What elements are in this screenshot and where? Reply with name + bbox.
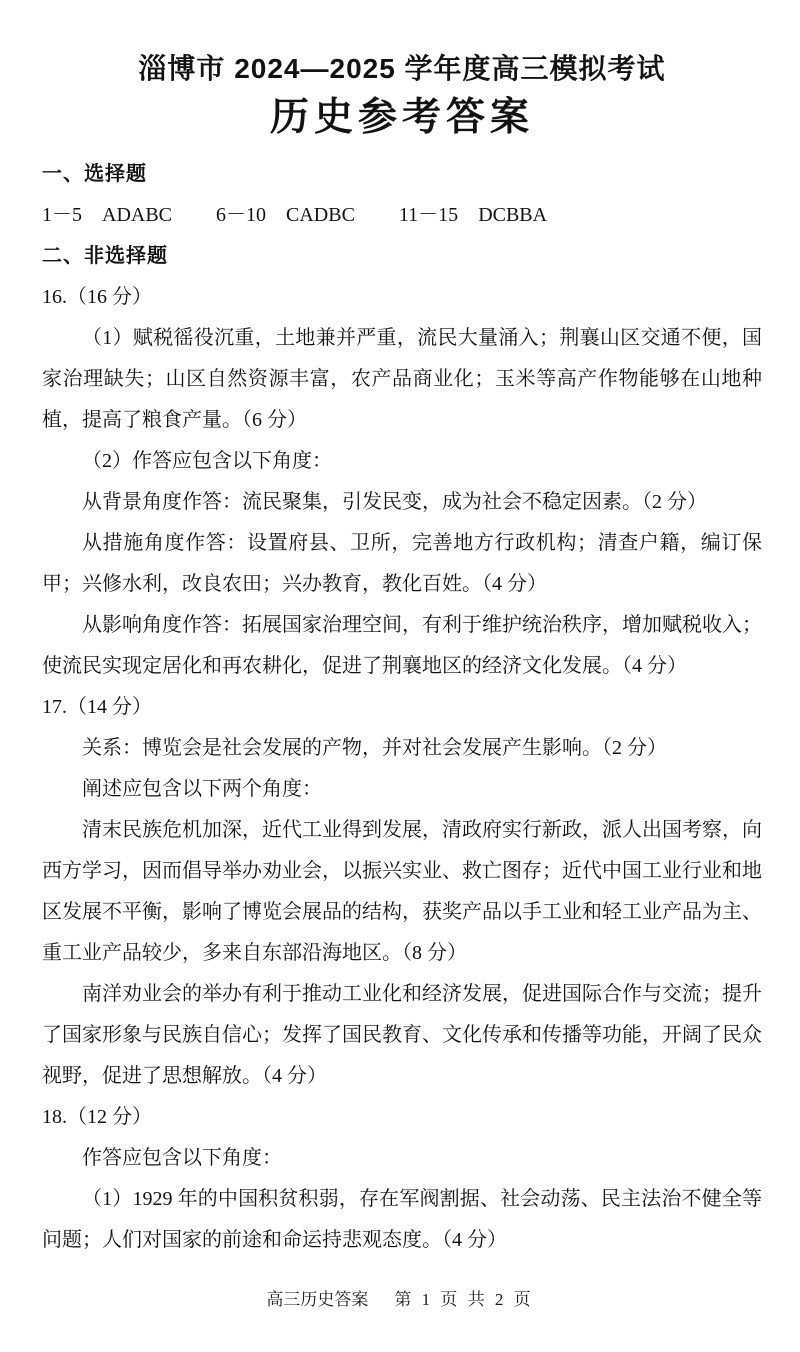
mcq-group-11-15 [399,195,547,236]
mcq-letters: DCBBA [478,204,548,226]
subject-title: 历史参考答案 [269,96,534,139]
question-18-number: 18.（12 分） [42,1106,152,1128]
section-heading-choice: 一、选择题 [42,163,147,185]
mcq-letters: CADBC [286,204,355,226]
question-17-number: 17.（14 分） [42,696,152,718]
section-heading-non-choice: 二、非选择题 [42,245,168,267]
question-16-paragraph: （2）作答应包含以下角度： [82,450,332,472]
question-16 [42,277,762,687]
question-17-paragraph: 关系：博览会是社会发展的产物，并对社会发展产生影响。（2 分） [82,737,667,759]
question-17-paragraph: 清末民族危机加深，近代工业得到发展，清政府实行新政，派人出国考察，向西方学习，因而倡导举办劝业会，以振兴实业、救亡图存；近代中国工业行业和地区发展不平衡，影响了博览会展品的结构，获奖产品以手工业和轻工业产品为主、重工业产品较少，多来自东部沿海地区。（8 分） [42,819,762,964]
mcq-range: 11－15 [398,204,459,226]
footer-doc-label: 高三历史答案 [266,1290,369,1309]
mcq-letters: ADABC [102,204,173,226]
exam-title: 淄博市 2024—2025 学年度高三模拟考试 [138,53,666,84]
question-18 [42,1097,762,1261]
question-18-paragraph: （1）1929 年的中国积贫积弱，存在军阀割据、社会动荡、民主法治不健全等问题；人们对国家的前途和命运持悲观态度。（4 分） [42,1188,762,1251]
mcq-group-1-5 [42,195,172,236]
mcq-range: 6－10 [216,204,267,226]
question-17-paragraph: 阐述应包含以下两个角度： [82,778,322,800]
question-16-number: 16.（16 分） [42,286,152,308]
question-16-paragraph: （1）赋税徭役沉重，土地兼并严重，流民大量涌入；荆襄山区交通不便，国家治理缺失；山区自然资源丰富，农产品商业化；玉米等高产作物能够在山地种植，提高了粮食产量。（6 分） [42,327,762,431]
mcq-group-6-10 [216,195,355,236]
footer-page-label: 第 1 页 共 2 页 [394,1290,534,1309]
question-16-paragraph: 从措施角度作答：设置府县、卫所，完善地方行政机构；清查户籍，编订保甲；兴修水利，改良农田；兴办教育，教化百姓。（4 分） [42,532,762,595]
question-18-paragraph: 作答应包含以下角度： [82,1147,282,1169]
question-17-paragraph: 南洋劝业会的举办有利于推动工业化和经济发展，促进国际合作与交流；提升了国家形象与民族自信心；发挥了国民教育、文化传承和传播等功能，开阔了民众视野，促进了思想解放。（4 分） [42,983,762,1087]
question-16-paragraph: 从影响角度作答：拓展国家治理空间，有利于维护统治秩序，增加赋税收入；使流民实现定居化和再农耕化，促进了荆襄地区的经济文化发展。（4 分） [42,614,762,677]
question-16-paragraph: 从背景角度作答：流民聚集，引发民变，成为社会不稳定因素。（2 分） [82,491,707,513]
mcq-range: 1－5 [42,204,82,226]
question-17 [42,687,762,1097]
mcq-answers-row [42,195,762,236]
page-footer [0,1290,800,1310]
